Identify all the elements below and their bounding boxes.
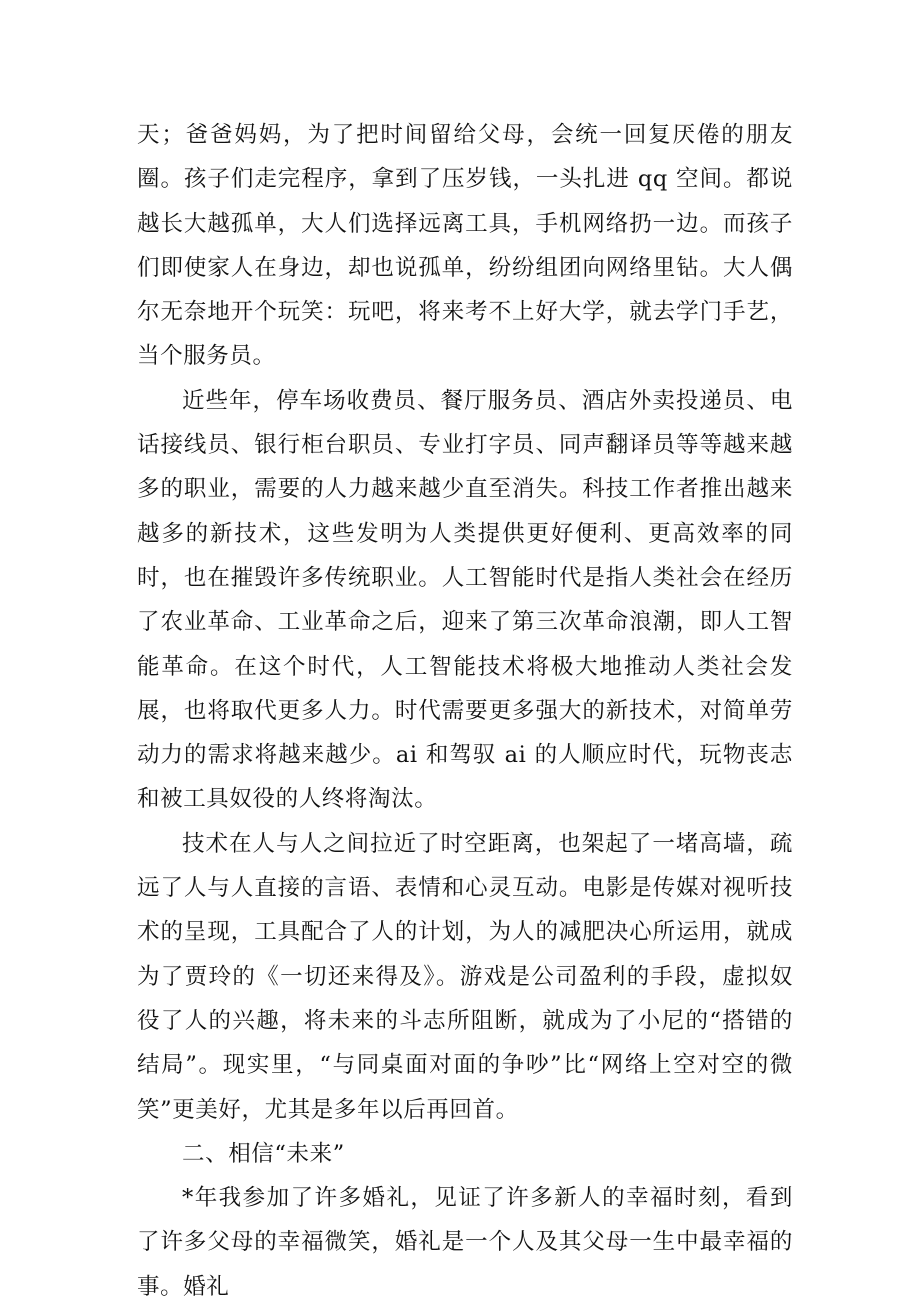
document-body bbox=[137, 113, 793, 1309]
section-heading: 二、相信“未来” bbox=[182, 1140, 345, 1167]
paragraph-weddings: *年我参加了许多婚礼，见证了许多新人的幸福时刻，看到了许多父母的幸福微笑，婚礼是一个人及其父母一生中最幸福的事。婚礼 bbox=[137, 1185, 793, 1300]
paragraph-jobs: 近些年，停车场收费员、餐厅服务员、酒店外卖投递员、电话接线员、银行柜台职员、专业打字员、同声翻译员等等越来越多的职业，需要的人力越来越少直至消失。科技工作者推出越来越多的新技术，这些发明为人类提供更好便利、更高效率的同时，也在摧毁许多传统职业。人工智能时代是指人类社会在经历了农业革命、工业革命之后，迎来了第三次革命浪潮，即人工智能革命。在这个时代，人工智能技术将极大地推动人类社会发展，也将取代更多人力。时代需要更多强大的新技术，对简单劳动力的需求将越来越少。ai 和驾驭 ai 的人顺应时代，玩物丧志和被工具奴役的人终将淘汰。 bbox=[137, 387, 793, 813]
paragraph-technology: 技术在人与人之间拉近了时空距离，也架起了一堵高墙，疏远了人与人直接的言语、表情和心灵互动。电影是传媒对视听技术的呈现，工具配合了人的计划，为人的减肥决心所运用，就成为了贾玲的《一切还来得及》。游戏是公司盈利的手段，虚拟奴役了人的兴趣，将未来的斗志所阻断，就成为了小尼的“搭错的结局”。现实里，“与同桌面对面的争吵”比“网络上空对空的微笑”更美好，尤其是多年以后再回首。 bbox=[137, 830, 793, 1123]
paragraph-continued: 天；爸爸妈妈，为了把时间留给父母，会统一回复厌倦的朋友圈。孩子们走完程序，拿到了压岁钱，一头扎进 qq 空间。都说越长大越孤单，大人们选择远离工具，手机网络扔一边。而孩子们即使家人在身边，却也说孤单，纷纷组团向网络里钻。大人偶尔无奈地开个玩笑：玩吧，将来考不上好大学，就去学门手艺，当个服务员。 bbox=[137, 122, 793, 370]
